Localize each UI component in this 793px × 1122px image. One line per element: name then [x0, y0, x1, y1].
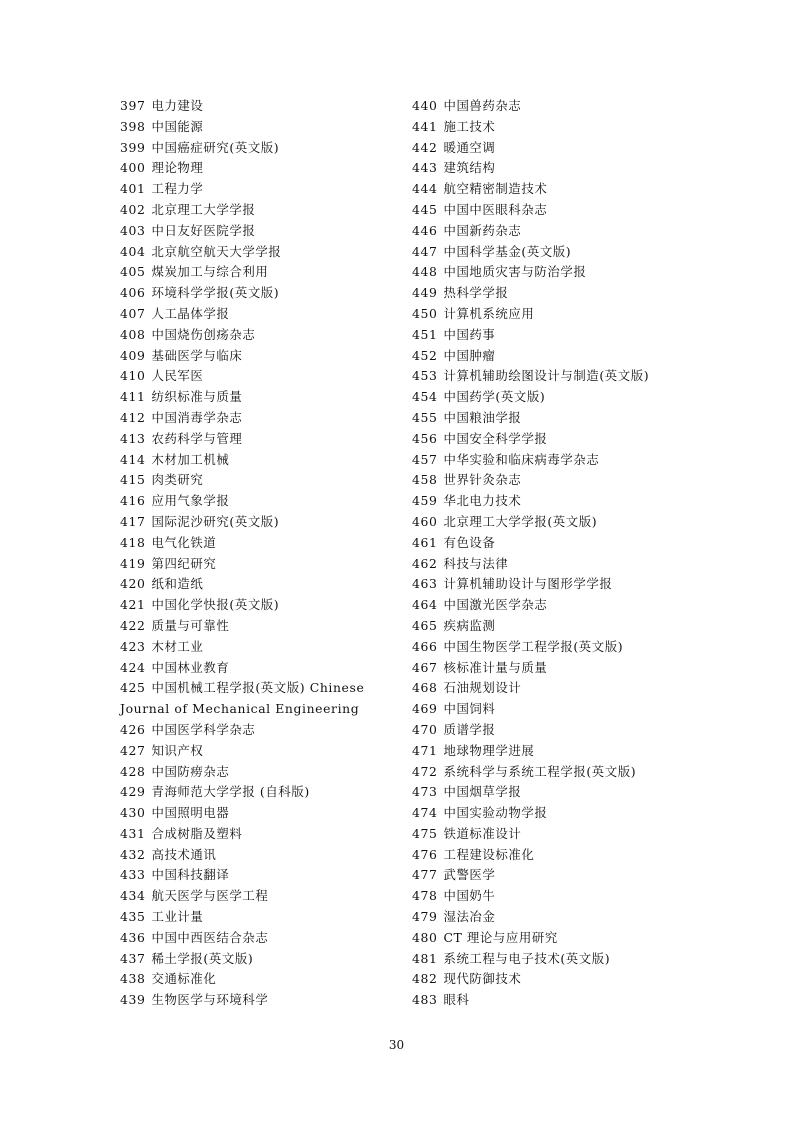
list-item: [412, 346, 752, 367]
entry-number: 443: [412, 160, 438, 176]
journal-title: 中国照明电器: [151, 805, 230, 821]
entry-number: 472: [412, 763, 438, 779]
journal-title: 农药科学与管理: [151, 430, 243, 446]
list-item: [412, 886, 752, 907]
journal-title: 肉类研究: [151, 472, 204, 488]
entry-number: 464: [412, 597, 438, 613]
journal-title: 航空精密制造技术: [443, 181, 548, 197]
journal-title: 航天医学与医学工程: [151, 888, 269, 904]
entry-number: 453: [412, 368, 438, 384]
list-item: [120, 450, 410, 471]
list-item: [412, 949, 752, 970]
entry-number: 462: [412, 555, 438, 571]
list-item: [412, 533, 752, 554]
page-number: 30: [388, 1038, 405, 1052]
journal-title: 基础医学与临床: [151, 347, 243, 363]
journal-title: 中国防痨杂志: [151, 763, 230, 779]
list-item: [412, 741, 752, 762]
journal-title: 工程力学: [151, 181, 204, 197]
list-item: [412, 574, 752, 595]
list-item: [120, 429, 410, 450]
entry-number: 441: [412, 118, 438, 134]
entry-number: 428: [120, 763, 146, 779]
entry-number: 446: [412, 222, 438, 238]
entry-number: 403: [120, 222, 146, 238]
journal-title: 电气化铁道: [151, 534, 217, 550]
entry-number: 409: [120, 347, 146, 363]
entry-number: 461: [412, 534, 438, 550]
list-item: [120, 969, 410, 990]
list-item: [120, 96, 410, 117]
entry-number: 417: [120, 513, 146, 529]
journal-title: 中华实验和临床病毒学杂志: [443, 451, 600, 467]
list-item: [412, 408, 752, 429]
journal-title: 疾病监测: [443, 617, 496, 633]
entry-number: 470: [412, 721, 438, 737]
list-item: [120, 242, 410, 263]
entry-number: 455: [412, 409, 438, 425]
journal-title: 核标准计量与质量: [443, 659, 548, 675]
list-item: [412, 595, 752, 616]
list-item: [120, 845, 410, 866]
list-item: [120, 574, 410, 595]
list-item: [412, 803, 752, 824]
journal-title: 应用气象学报: [151, 493, 230, 509]
list-item: [120, 138, 410, 159]
journal-title: 中国激光医学杂志: [443, 597, 548, 613]
entry-number: 412: [120, 409, 146, 425]
list-item: [120, 803, 410, 824]
list-item: [120, 637, 410, 658]
entry-number: 452: [412, 347, 438, 363]
entry-number: 423: [120, 638, 146, 654]
entry-number: 477: [412, 867, 438, 883]
journal-title: 中国饲料: [443, 701, 496, 717]
journal-title: 质谱学报: [443, 721, 496, 737]
list-item: [412, 242, 752, 263]
journal-title: 中国中医眼科杂志: [443, 201, 548, 217]
entry-number: 479: [412, 909, 438, 925]
list-item: [120, 907, 410, 928]
list-item: [120, 200, 410, 221]
list-item: [120, 741, 410, 762]
journal-title: 北京理工大学学报: [151, 201, 256, 217]
entry-number: 444: [412, 181, 438, 197]
entry-number: 465: [412, 617, 438, 633]
list-item: [412, 117, 752, 138]
list-item: [412, 969, 752, 990]
journal-title: 计算机辅助绘图设计与制造(英文版): [443, 368, 650, 384]
entry-number: 478: [412, 888, 438, 904]
entry-number: 456: [412, 430, 438, 446]
list-item: [120, 595, 410, 616]
journal-title: 暖通空调: [443, 139, 496, 155]
entry-number: 407: [120, 305, 146, 321]
journal-title: 现代防御技术: [443, 971, 522, 987]
journal-title: 铁道标准设计: [443, 825, 522, 841]
journal-title: 中国实验动物学报: [443, 805, 548, 821]
list-item: [412, 387, 752, 408]
list-item: [120, 678, 410, 720]
journal-title: 中国癌症研究(英文版): [151, 139, 280, 155]
list-item: [412, 221, 752, 242]
journal-title: 中国烧伤创疡杂志: [151, 326, 256, 342]
journal-title: 华北电力技术: [443, 493, 522, 509]
journal-title: 中国林业教育: [151, 659, 230, 675]
entry-number: 466: [412, 638, 438, 654]
journal-title: 质量与可靠性: [151, 617, 230, 633]
journal-title: 世界针灸杂志: [443, 472, 522, 488]
entry-number: 447: [412, 243, 438, 259]
list-item: [120, 179, 410, 200]
list-item: [120, 554, 410, 575]
entry-number: 454: [412, 389, 438, 405]
list-item: [120, 158, 410, 179]
list-item: [412, 450, 752, 471]
list-item: [412, 138, 752, 159]
journal-title: 纺织标准与质量: [151, 389, 243, 405]
list-item: [412, 158, 752, 179]
entry-number: 437: [120, 950, 146, 966]
journal-title: 科技与法律: [443, 555, 509, 571]
journal-title: 青海师范大学学报 (自科版): [151, 784, 310, 800]
list-item: [412, 512, 752, 533]
entry-number: 405: [120, 264, 146, 280]
entry-number: 448: [412, 264, 438, 280]
journal-title: 中国生物医学工程学报(英文版): [443, 638, 624, 654]
list-item: [120, 782, 410, 803]
list-item: [120, 886, 410, 907]
journal-list-right: [412, 96, 752, 1011]
list-item: [120, 949, 410, 970]
entry-number: 421: [120, 597, 146, 613]
entry-number: 469: [412, 701, 438, 717]
journal-title: 计算机系统应用: [443, 305, 535, 321]
journal-title: 高技术通讯: [151, 846, 217, 862]
list-item: [120, 262, 410, 283]
journal-title: 人工晶体学报: [151, 305, 230, 321]
journal-title: 眼科: [443, 992, 470, 1008]
list-item: [412, 200, 752, 221]
entry-number: 413: [120, 430, 146, 446]
entry-number: 415: [120, 472, 146, 488]
entry-number: 429: [120, 784, 146, 800]
entry-number: 425: [120, 680, 146, 696]
journal-title: 纸和造纸: [151, 576, 204, 592]
entry-number: 476: [412, 846, 438, 862]
entry-number: 400: [120, 160, 146, 176]
journal-title: 木材工业: [151, 638, 204, 654]
journal-list-left: [120, 96, 410, 1011]
entry-number: 414: [120, 451, 146, 467]
entry-number: 463: [412, 576, 438, 592]
entry-number: 399: [120, 139, 146, 155]
journal-title: 中国药事: [443, 326, 496, 342]
journal-title: 中国消毒学杂志: [151, 409, 243, 425]
list-item: [120, 824, 410, 845]
entry-number: 424: [120, 659, 146, 675]
list-item: [120, 325, 410, 346]
entry-number: 435: [120, 909, 146, 925]
entry-number: 459: [412, 493, 438, 509]
journal-title: 第四纪研究: [151, 555, 217, 571]
entry-number: 467: [412, 659, 438, 675]
entry-number: 431: [120, 825, 146, 841]
list-item: [120, 470, 410, 491]
list-item: [412, 782, 752, 803]
journal-title: 湿法冶金: [443, 909, 496, 925]
list-item: [412, 616, 752, 637]
list-item: [412, 865, 752, 886]
entry-number: 474: [412, 805, 438, 821]
entry-number: 440: [412, 98, 438, 113]
list-item: [412, 304, 752, 325]
journal-title: 中国机械工程学报(英文版) Chinese Journal of Mechanical Engineering: [120, 680, 365, 717]
entry-number: 426: [120, 721, 146, 737]
list-item: [412, 96, 752, 117]
entry-number: 408: [120, 326, 146, 342]
journal-title: 中国医学科学杂志: [151, 721, 256, 737]
list-item: [120, 221, 410, 242]
journal-title: 中日友好医院学报: [151, 222, 256, 238]
entry-number: 468: [412, 680, 438, 696]
list-item: [120, 616, 410, 637]
journal-title: 中国科学基金(英文版): [443, 243, 572, 259]
journal-title: 建筑结构: [443, 160, 496, 176]
journal-title: 木材加工机械: [151, 451, 230, 467]
journal-title: 工程建设标准化: [443, 846, 535, 862]
entry-number: 438: [120, 971, 146, 987]
entry-number: 401: [120, 181, 146, 197]
list-item: [412, 658, 752, 679]
list-item: [412, 366, 752, 387]
journal-title: 石油规划设计: [443, 680, 522, 696]
list-item: [120, 865, 410, 886]
list-item: [120, 658, 410, 679]
entry-number: 471: [412, 742, 438, 758]
journal-title: 中国肿瘤: [443, 347, 496, 363]
list-item: [412, 283, 752, 304]
entry-number: 397: [120, 98, 146, 113]
entry-number: 481: [412, 950, 438, 966]
entry-number: 406: [120, 285, 146, 301]
journal-title: 中国中西医结合杂志: [151, 929, 269, 945]
list-item: [120, 304, 410, 325]
journal-title: 北京航空航天大学学报: [151, 243, 282, 259]
entry-number: 420: [120, 576, 146, 592]
entry-number: 457: [412, 451, 438, 467]
entry-number: 475: [412, 825, 438, 841]
journal-title: 人民军医: [151, 368, 204, 384]
list-item: [412, 325, 752, 346]
journal-title: 中国化学快报(英文版): [151, 597, 280, 613]
list-item: [412, 824, 752, 845]
journal-title: 国际泥沙研究(英文版): [151, 513, 280, 529]
journal-title: 电力建设: [151, 98, 204, 113]
journal-title: 中国能源: [151, 118, 204, 134]
list-item: [412, 928, 752, 949]
list-item: [120, 990, 410, 1011]
entry-number: 439: [120, 992, 146, 1008]
list-item: [120, 491, 410, 512]
list-item: [120, 283, 410, 304]
journal-title: 中国奶牛: [443, 888, 496, 904]
list-item: [412, 491, 752, 512]
list-item: [412, 179, 752, 200]
journal-title: 交通标准化: [151, 971, 217, 987]
entry-number: 482: [412, 971, 438, 987]
entry-number: 458: [412, 472, 438, 488]
list-item: [412, 990, 752, 1011]
entry-number: 418: [120, 534, 146, 550]
entry-number: 450: [412, 305, 438, 321]
entry-number: 422: [120, 617, 146, 633]
list-item: [120, 928, 410, 949]
journal-title: 合成树脂及塑料: [151, 825, 243, 841]
entry-number: 480: [412, 929, 438, 945]
list-item: [412, 907, 752, 928]
journal-title: 中国粮油学报: [443, 409, 522, 425]
entry-number: 434: [120, 888, 146, 904]
journal-title: 中国新药杂志: [443, 222, 522, 238]
journal-title: 系统工程与电子技术(英文版): [443, 950, 611, 966]
journal-title: 环境科学学报(英文版): [151, 285, 280, 301]
list-item: [120, 346, 410, 367]
list-item: [412, 554, 752, 575]
entry-number: 410: [120, 368, 146, 384]
entry-number: 416: [120, 493, 146, 509]
journal-title: 知识产权: [151, 742, 204, 758]
list-item: [412, 637, 752, 658]
journal-title: 中国科技翻译: [151, 867, 230, 883]
entry-number: 451: [412, 326, 438, 342]
list-item: [120, 533, 410, 554]
list-item: [120, 762, 410, 783]
list-item: [412, 845, 752, 866]
list-item: [120, 117, 410, 138]
list-item: [412, 720, 752, 741]
list-item: [412, 678, 752, 699]
journal-title: 稀土学报(英文版): [151, 950, 254, 966]
journal-title: 煤炭加工与综合利用: [151, 264, 269, 280]
list-item: [412, 470, 752, 491]
list-item: [412, 429, 752, 450]
journal-title: 中国药学(英文版): [443, 389, 546, 405]
entry-number: 460: [412, 513, 438, 529]
entry-number: 449: [412, 285, 438, 301]
journal-title: 中国地质灾害与防治学报: [443, 264, 587, 280]
list-item: [120, 387, 410, 408]
entry-number: 442: [412, 139, 438, 155]
journal-title: 生物医学与环境科学: [151, 992, 269, 1008]
entry-number: 473: [412, 784, 438, 800]
list-item: [120, 366, 410, 387]
journal-title: 工业计量: [151, 909, 204, 925]
entry-number: 402: [120, 201, 146, 217]
entry-number: 483: [412, 992, 438, 1008]
list-item: [120, 408, 410, 429]
journal-title: 计算机辅助设计与图形学学报: [443, 576, 613, 592]
entry-number: 432: [120, 846, 146, 862]
entry-number: 398: [120, 118, 146, 134]
journal-title: 施工技术: [443, 118, 496, 134]
list-item: [412, 762, 752, 783]
journal-title: 有色设备: [443, 534, 496, 550]
entry-number: 436: [120, 929, 146, 945]
entry-number: 411: [120, 389, 146, 405]
entry-number: 430: [120, 805, 146, 821]
entry-number: 404: [120, 243, 146, 259]
journal-title: 北京理工大学学报(英文版): [443, 513, 598, 529]
journal-title: CT 理论与应用研究: [443, 929, 558, 945]
list-item: [412, 262, 752, 283]
list-item: [120, 720, 410, 741]
journal-title: 中国安全科学学报: [443, 430, 548, 446]
entry-number: 419: [120, 555, 146, 571]
entry-number: 445: [412, 201, 438, 217]
journal-title: 系统科学与系统工程学报(英文版): [443, 763, 637, 779]
journal-title: 热科学学报: [443, 285, 509, 301]
entry-number: 433: [120, 867, 146, 883]
list-item: [120, 512, 410, 533]
journal-title: 地球物理学进展: [443, 742, 535, 758]
journal-title: 中国兽药杂志: [443, 98, 522, 113]
list-item: [412, 699, 752, 720]
journal-title: 中国烟草学报: [443, 784, 522, 800]
entry-number: 427: [120, 742, 146, 758]
journal-title: 武警医学: [443, 867, 496, 883]
journal-title: 理论物理: [151, 160, 204, 176]
